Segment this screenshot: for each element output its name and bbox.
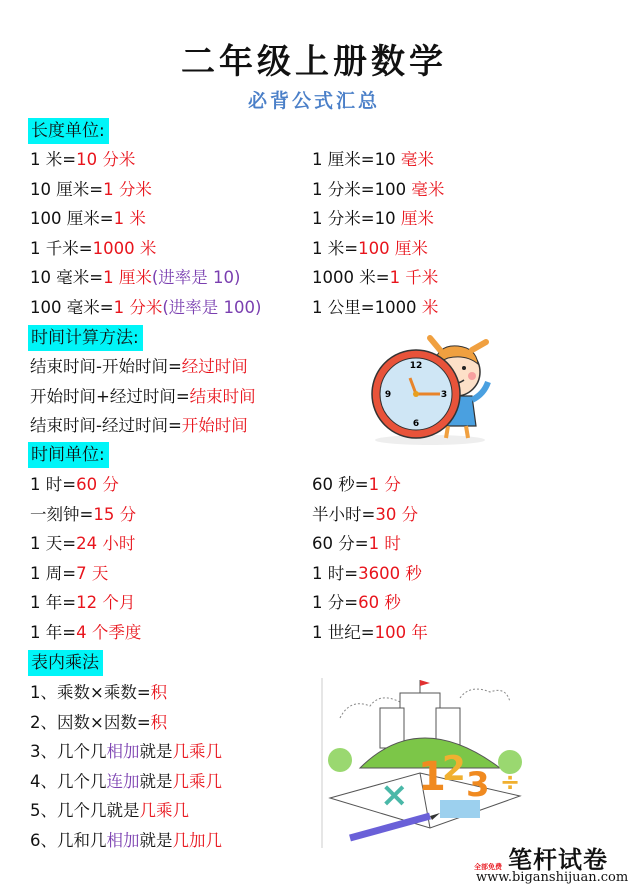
watermark-url: www.biganshijuan.com [476, 870, 628, 885]
formula-segment: 7 天 [76, 563, 109, 583]
formula-segment: 几乘几 [139, 801, 189, 820]
formula-segment: 60 分= [312, 534, 369, 553]
formula-segment: 1 分米 [103, 179, 152, 199]
svg-text:6: 6 [412, 419, 420, 429]
watermark-name: 笔杆试卷 [508, 846, 608, 874]
formula-segment: 3、几个几 [30, 742, 107, 761]
formula-segment: 1 米= [30, 150, 77, 169]
formula-line [30, 771, 222, 793]
formula-segment: 就是 [139, 830, 173, 850]
formula-segment: 1 分米 [113, 297, 163, 317]
formula-segment: 1 厘米=10 [312, 150, 401, 169]
formula-line [30, 533, 135, 555]
formula-line [30, 682, 167, 704]
formula-segment: 开始时间 [181, 416, 248, 435]
formula-segment: 1 千米= [30, 238, 93, 258]
formula-segment: 1 天= [30, 534, 77, 553]
formula-segment: 1、乘数×乘数= [30, 683, 151, 702]
section-heading-multiplication: 表内乘法 [28, 650, 103, 676]
formula-segment: 30 分 [375, 504, 419, 524]
formula-segment: 3600 秒 [358, 563, 422, 583]
formula-segment: 4 个季度 [76, 622, 142, 642]
formula-segment: 1 公里=1000 [312, 297, 422, 317]
formula-segment: 4、几个几 [30, 771, 107, 791]
formula-segment: 毫米 [411, 179, 445, 199]
formula-segment: 1 分= [312, 593, 359, 612]
formula-segment: 就是 [139, 742, 173, 761]
formula-segment: 相加 [106, 742, 140, 761]
formula-segment: 60 分 [76, 475, 119, 494]
formula-segment: 1 千米 [389, 268, 439, 287]
svg-text:9: 9 [384, 390, 392, 400]
formula-segment: 5、几个几就是 [30, 801, 140, 820]
formula-line [30, 474, 119, 496]
formula-segment: 1 时 [368, 534, 401, 553]
formula-segment: 几乘几 [172, 771, 222, 791]
formula-segment: 经过时间 [181, 357, 248, 376]
formula-segment: 1 厘米 [103, 268, 152, 287]
formula-segment: 开始时间+经过时间= [30, 386, 190, 406]
formula-segment: 几乘几 [172, 742, 222, 761]
formula-segment: 连加 [106, 771, 140, 791]
section-heading-time-calc: 时间计算方法: [28, 325, 143, 351]
formula-line [30, 386, 256, 408]
section-heading-time-units: 时间单位: [28, 442, 109, 468]
formula-line [30, 356, 248, 378]
svg-text:2: 2 [442, 749, 466, 789]
formula-line [30, 297, 261, 319]
formula-segment: 60 秒= [312, 475, 369, 494]
svg-text:3: 3 [440, 390, 448, 400]
page-subtitle: 必背公式汇总 [247, 90, 380, 112]
girl-with-clock-illustration [368, 334, 498, 446]
formula-segment: 就是 [139, 771, 173, 791]
formula-segment: 15 分 [93, 504, 137, 524]
formula-line [30, 800, 189, 822]
formula-segment: 1 时= [312, 563, 359, 583]
formula-segment: 米 [421, 297, 439, 317]
formula-line [30, 149, 135, 171]
formula-segment: 1 分 [368, 475, 401, 494]
formula-segment: 半小时= [312, 504, 376, 524]
formula-line [30, 238, 156, 260]
formula-line [30, 563, 108, 585]
formula-segment: 100 厘米 [358, 238, 428, 258]
formula-segment: 24 小时 [76, 534, 136, 553]
svg-text:×: × [380, 775, 409, 815]
formula-line [30, 592, 135, 614]
formula-segment: 几加几 [172, 830, 222, 850]
formula-segment: 1 米= [312, 238, 359, 258]
formula-line [30, 415, 248, 437]
formula-line [312, 592, 401, 614]
formula-line [312, 238, 428, 260]
formula-segment: 10 厘米= [30, 179, 104, 199]
formula-segment: 6、几和几 [30, 830, 107, 850]
formula-segment: 100 年 [374, 622, 428, 642]
formula-segment: 一刻钟= [30, 504, 94, 524]
formula-line [30, 741, 222, 763]
formula-segment: 1 周= [30, 563, 77, 583]
svg-text:1: 1 [418, 754, 446, 800]
formula-line [30, 179, 152, 201]
formula-segment: 10 毫米= [30, 268, 104, 287]
formula-segment: 2、因数×因数= [30, 712, 151, 732]
formula-line [312, 297, 438, 319]
formula-segment: 积 [150, 683, 168, 702]
formula-segment: 12 个月 [76, 593, 136, 612]
svg-text:12: 12 [409, 361, 423, 371]
formula-line [312, 622, 428, 644]
section-heading-length: 长度单位: [28, 118, 109, 144]
formula-segment: 结束时间-经过时间= [30, 416, 182, 435]
formula-segment: 厘米 [400, 209, 434, 228]
formula-segment: 结束时间-开始时间= [30, 357, 182, 376]
formula-line [30, 622, 141, 644]
formula-line [312, 179, 444, 201]
formula-segment: 相加 [106, 830, 140, 850]
svg-text:3: 3 [466, 765, 490, 805]
formula-segment: 1 分米=10 [312, 209, 401, 228]
formula-segment: 1 米 [113, 209, 146, 228]
formula-segment: 1 时= [30, 475, 77, 494]
formula-line [30, 504, 136, 526]
school-math-illustration [320, 678, 530, 848]
formula-line [312, 563, 422, 585]
formula-line [312, 474, 401, 496]
formula-segment: 60 秒 [358, 593, 401, 612]
formula-line [312, 208, 434, 230]
formula-segment: 结束时间 [189, 386, 256, 406]
formula-line [30, 267, 240, 289]
formula-segment: 毫米 [400, 150, 434, 169]
formula-segment: 100 厘米= [30, 209, 114, 228]
formula-segment: 1000 米= [312, 268, 390, 287]
formula-segment: 100 毫米= [30, 297, 114, 317]
formula-line [312, 267, 438, 289]
formula-line [30, 208, 146, 230]
formula-line [30, 712, 167, 734]
formula-segment: (进率是 10) [151, 268, 241, 287]
formula-line [312, 533, 401, 555]
formula-line [30, 830, 222, 852]
formula-segment: 积 [150, 712, 168, 732]
formula-line [312, 149, 434, 171]
svg-text:÷: ÷ [500, 768, 521, 796]
formula-segment: 1 分米=100 [312, 179, 412, 199]
formula-segment: 1 世纪= [312, 622, 375, 642]
formula-line [312, 504, 418, 526]
formula-segment: 1000 米 [92, 238, 157, 258]
formula-segment: 1 年= [30, 622, 77, 642]
formula-segment: 1 年= [30, 593, 77, 612]
page-title: 二年级上册数学 [181, 42, 447, 82]
watermark-tag: 全部免费 [474, 863, 502, 871]
formula-segment: 10 分米 [76, 150, 136, 169]
formula-segment: (进率是 100) [162, 297, 262, 317]
watermark-logo [470, 840, 628, 890]
